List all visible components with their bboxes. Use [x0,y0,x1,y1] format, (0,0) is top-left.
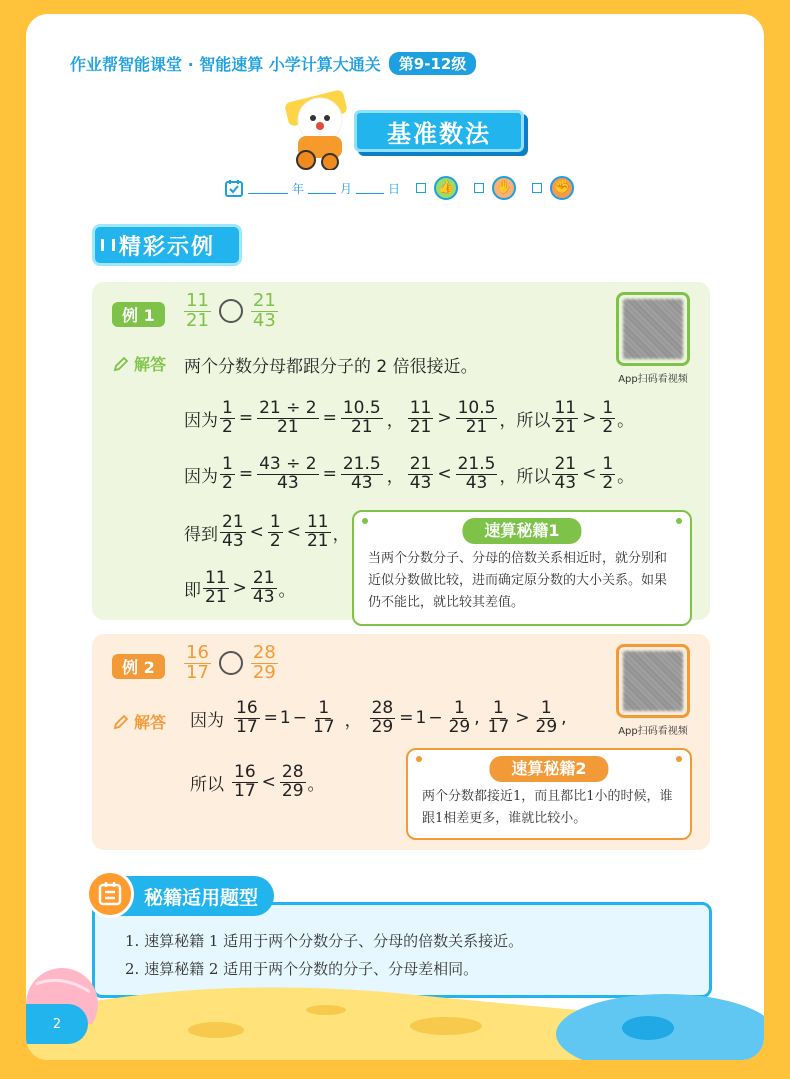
fraction: $\frac{1}{2}$ [269,512,281,551]
fraction: $\frac{10.5}{21}$ [457,398,496,437]
fraction: $\frac{1}{29}$ [448,698,471,737]
dot-icon [362,518,368,524]
rating-checkbox-try[interactable] [532,183,542,193]
applicable-types-title: 秘籍适用题型 [90,876,274,916]
qr-code[interactable] [623,299,683,359]
fraction: $\frac{21}{43}$ [409,454,432,493]
pencil-icon [112,713,130,731]
example-1-qr[interactable] [612,292,694,385]
lesson-title-area [276,90,536,170]
dot-icon [416,756,422,762]
fraction: $\frac{21 \div 2}{21}$ [259,398,317,437]
solution-line-3: 因为 $\frac{1}{2}$ = $\frac{43 \div 2}{43}$ = $\frac{21.5}{43}$ ， $\frac{21}{43}$ < $\frac{21.5}{43}$ ，所以 $\frac{21}{43}$ < $\frac{1}{2}$ 。 [184,454,635,493]
fraction: $\frac{43 \div 2}{43}$ [259,454,317,493]
thumbs-up-icon: 👍 [434,176,458,200]
moon-surface-decoration [26,974,764,1060]
example-2-label: 例 2 [112,654,165,679]
fraction: $\frac{11}{21}$ [306,512,329,551]
pencil-icon [112,355,130,373]
robot-mascot-icon [276,90,366,170]
series-title: 作业帮智能课堂 · 智能速算 小学计算大通关 [70,55,381,74]
fist-icon: ✊ [550,176,574,200]
fraction: $\frac{16}{17}$ [186,642,209,683]
fraction: $\frac{21}{43}$ [252,290,276,331]
lesson-title: 基准数法 [354,110,524,152]
fraction: $\frac{28}{29}$ [252,642,276,683]
solution-line-4: 得到 $\frac{21}{43}$ < $\frac{1}{2}$ < $\frac{11}{21}$ ， [184,512,350,551]
tip-2-title: 速算秘籍2 [489,756,608,782]
answer-label: 解答 [112,710,166,733]
solution-line-2: 因为 $\frac{1}{2}$ = $\frac{21 \div 2}{21}$ = $\frac{10.5}{21}$ ， $\frac{11}{21}$ > $\frac{10.5}{21}$ ，所以 $\frac{11}{21}$ > $\frac{1}{2}$ 。 [184,398,635,437]
month-label: 月 [340,181,353,196]
compare-blank[interactable] [219,651,243,675]
tip-1-body: 当两个分数分子、分母的倍数关系相近时，就分别和近似分数做比较，进而确定原分数的大小关系。如果仍不能比，就比较其差值。 [368,551,668,610]
fraction: $\frac{11}{21}$ [186,290,209,331]
example-2-card [92,634,710,850]
checklist-icon [86,870,134,918]
fraction: $\frac{21}{43}$ [252,568,275,607]
fraction: $\frac{16}{17}$ [236,698,258,737]
fraction: $\frac{11}{21}$ [205,568,227,607]
ok-hand-icon: ✋ [492,176,516,200]
applicable-item-2: 2. 速算秘籍 2 适用于两个分数的分子、分母差相同。 [125,960,479,978]
example-1-card [92,282,710,620]
example-1-label: 例 1 [112,302,165,327]
fraction: $\frac{21.5}{43}$ [457,454,496,493]
applicable-item-1: 1. 速算秘籍 1 适用于两个分数分子、分母的倍数关系接近。 [125,932,524,950]
tip-1-title: 速算秘籍1 [462,518,581,544]
rating-checkbox-ok[interactable] [474,183,484,193]
month-blank[interactable] [308,182,336,194]
fraction: $\frac{10.5}{21}$ [342,398,381,437]
series-header [70,52,476,75]
fraction: $\frac{1}{2}$ [222,454,233,493]
day-label: 日 [388,181,401,196]
fraction: $\frac{16}{17}$ [234,762,256,801]
calendar-icon [224,178,244,198]
fraction: $\frac{28}{29}$ [281,762,304,801]
example-2-qr[interactable] [612,644,694,737]
solution-line-1: 因为 $\frac{16}{17}$ = 1 − $\frac{1}{17}$ ， $\frac{28}{29}$ = 1 − $\frac{1}{29}$ , $\frac{1}{17}$ > $\frac{1}{29}$ , [190,698,567,737]
section-title [92,224,242,266]
date-rating-row [224,176,574,200]
tip-2-body: 两个分数都接近1，而且都比1小的时候，谁跟1相差更多，谁就比较小。 [422,789,673,826]
compare-blank[interactable] [219,299,243,323]
day-blank[interactable] [356,182,384,194]
level-badge: 第9-12级 [389,52,477,75]
dot-icon [676,518,682,524]
year-label: 年 [292,181,305,196]
example-2-problem [182,644,280,683]
fraction: $\frac{28}{29}$ [371,698,394,737]
solution-line-5: 即 $\frac{11}{21}$ > $\frac{21}{43}$ 。 [184,568,296,607]
page [26,14,764,1060]
solution-line-1: 两个分数分母都跟分子的 2 倍很接近。 [184,357,478,377]
fraction: $\frac{1}{2}$ [602,398,614,437]
qr-caption: App扫码看视频 [618,374,688,385]
qr-caption: App扫码看视频 [618,726,688,737]
fraction: $\frac{1}{29}$ [535,698,558,737]
example-1-problem [182,292,280,331]
page-number: 2 [26,1004,88,1044]
fraction: $\frac{1}{17}$ [487,698,510,737]
section-title-text: 精彩示例 [119,234,216,260]
dot-icon [676,756,682,762]
fraction: $\frac{21}{43}$ [554,454,577,493]
tip-2-box [406,748,692,840]
fraction: $\frac{11}{21}$ [409,398,432,437]
fraction: $\frac{11}{21}$ [554,398,577,437]
fraction: $\frac{1}{17}$ [312,698,335,737]
tip-1-box [352,510,692,626]
year-blank[interactable] [248,182,288,194]
fraction: $\frac{1}{2}$ [602,454,614,493]
fraction: $\frac{21}{43}$ [222,512,244,551]
answer-label: 解答 [112,352,166,375]
solution-line-2: 所以 $\frac{16}{17}$ < $\frac{28}{29}$ 。 [190,762,325,801]
rating-checkbox-good[interactable] [416,183,426,193]
fraction: $\frac{21.5}{43}$ [342,454,381,493]
fraction: $\frac{1}{2}$ [222,398,233,437]
qr-code[interactable] [623,651,683,711]
